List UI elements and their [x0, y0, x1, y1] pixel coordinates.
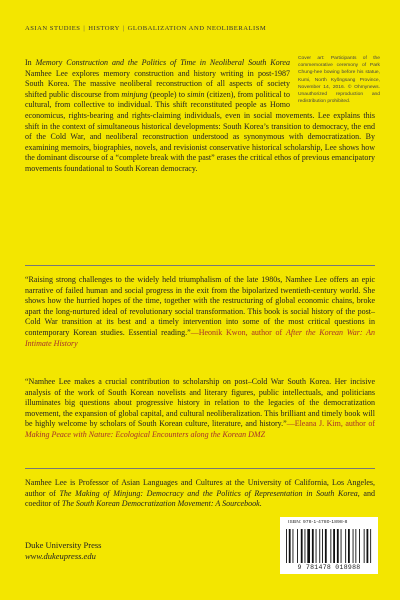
barcode-bar	[312, 529, 314, 563]
category-separator: |	[122, 25, 125, 32]
barcode-bars	[286, 529, 372, 563]
publisher-name: Duke University Press	[25, 540, 102, 550]
book-description	[25, 56, 380, 175]
barcode-bar	[316, 529, 317, 563]
description-text: Namhee Lee explores memory construction and history writing in post-1987 South Korea. The massive neoliberal reconstruction of all aspects of society shifted public discourse from	[25, 68, 290, 99]
barcode-bar	[325, 529, 327, 563]
category-globalization: GLOBALIZATION AND NEOLIBERALISM	[127, 25, 267, 32]
bio-text: .	[259, 499, 262, 509]
barcode-bar	[355, 529, 356, 563]
barcode-bar	[353, 529, 354, 563]
barcode-bar	[289, 529, 291, 563]
book-title: Memory Construction and the Politics of Time in Neoliberal South Korea	[35, 58, 290, 67]
barcode-bar	[337, 529, 339, 563]
barcode-bar	[301, 529, 303, 563]
isbn-label: ISBN: 978-1-4780-1898-8	[288, 520, 348, 525]
barcode-bar	[364, 529, 365, 563]
term-simin: simin	[187, 89, 205, 99]
barcode-bar	[286, 529, 287, 563]
blurb-text: “Namhee Lee makes a crucial contribution to scholarship on post–Cold War South Korea. Her incisive analysis of the work of South Korean novelists and literary figures, public intellectuals, and politicians illuminates big questions about progressive history in relation to the legacies of the democratization movement, the expansion of global capital, and cultural neoliberalization. This brilliant and timely book will be highly welcome by scholars of South Korean culture, literature, and history.”	[25, 377, 375, 429]
bio-book-2: The South Korean Democratization Movement: A Sourcebook	[61, 499, 260, 509]
barcode-bar	[370, 529, 371, 563]
description-text: (citizen), from political to cultural, from collective to individual. This shift reconstituted people as Homo economicus, rights-bearing and rights-claiming individuals, even in social movements. Lee explains this shift in the context of simultaneous historical developments: South Korea’s transition to democracy, the end of the Cold War, and neoliberal reconstruction understood as synonymous with democratization. By examining memoirs, biographies, novels, and revisionist conservative historical scholarship, Lee shows how the dominant discourse of a “complete break with the past” erases the critical ethos of previous emancipatory movements foundational to South Korean democracy.	[25, 89, 375, 173]
author-bio	[25, 478, 375, 510]
barcode-bar	[319, 529, 320, 563]
barcode-bar	[307, 529, 310, 563]
barcode-bar	[305, 529, 306, 563]
attribution-book: After the Korean War: An Intimate History	[25, 327, 375, 348]
cover-art-credit: Cover art: Participants of the commemorative ceremony of Park Chung-hee bowing before his statue, Kumi, North Kyŏngsang Province, November 14, 2016. © Ohmynews. Unauthorized reproduction and redistribution prohibited.	[298, 56, 380, 105]
subject-categories	[25, 25, 385, 32]
attribution-author: —Eleana J. Kim, author of	[286, 419, 376, 429]
category-history: HISTORY	[88, 25, 120, 32]
barcode-bar	[348, 529, 350, 563]
barcode-bar	[322, 529, 323, 563]
blurb-kim	[25, 377, 375, 441]
divider	[25, 468, 375, 469]
barcode-bar	[293, 529, 294, 563]
blurb-kwon	[25, 275, 375, 349]
category-asian-studies: ASIAN STUDIES	[25, 25, 81, 32]
divider	[25, 265, 375, 266]
bio-text: , and coeditor of	[25, 488, 375, 509]
barcode-bar	[345, 529, 346, 563]
barcode-number: 9 781478 018988	[297, 564, 361, 571]
isbn-barcode	[280, 517, 378, 574]
term-minjung: minjung	[121, 89, 148, 99]
barcode-bar	[333, 529, 335, 563]
attribution-book: Making Peace with Nature: Ecological Encounters along the Korean DMZ	[25, 429, 266, 439]
barcode-bar	[297, 529, 298, 563]
category-separator: |	[83, 25, 86, 32]
blurb-text: “Raising strong challenges to the widely held triumphalism of the late 1980s, Namhee Lee offers an epic narrative of failed human and social progress in the exit from the bipolarized twentieth-century world. She shows how the hurried hopes of the time, together with the restructuring of global economic chains, broke apart the long-nurtured ideal of revolutionary social transformation. This book is social history of the post–Cold War transition at its best and a timely intervention into some of the most critical questions in contemporary Korean studies. Essential reading.”	[25, 275, 375, 337]
barcode-bar	[330, 529, 331, 563]
bio-text: Namhee Lee is Professor of Asian Languages and Cultures at the University of California, Los Angeles, author of	[25, 478, 375, 498]
bio-book-1: The Making of Minjung: Democracy and the Politics of Representation in South Korea	[59, 488, 358, 498]
attribution-author: —Heonik Kwon, author of	[190, 327, 286, 337]
publisher-url[interactable]: www.dukeupress.edu	[25, 551, 96, 561]
description-text: In	[25, 58, 36, 67]
description-text: (people) to	[147, 89, 188, 99]
publisher-block	[25, 540, 102, 562]
barcode-bar	[367, 529, 369, 563]
barcode-bar	[341, 529, 342, 563]
barcode-bar	[359, 529, 360, 563]
